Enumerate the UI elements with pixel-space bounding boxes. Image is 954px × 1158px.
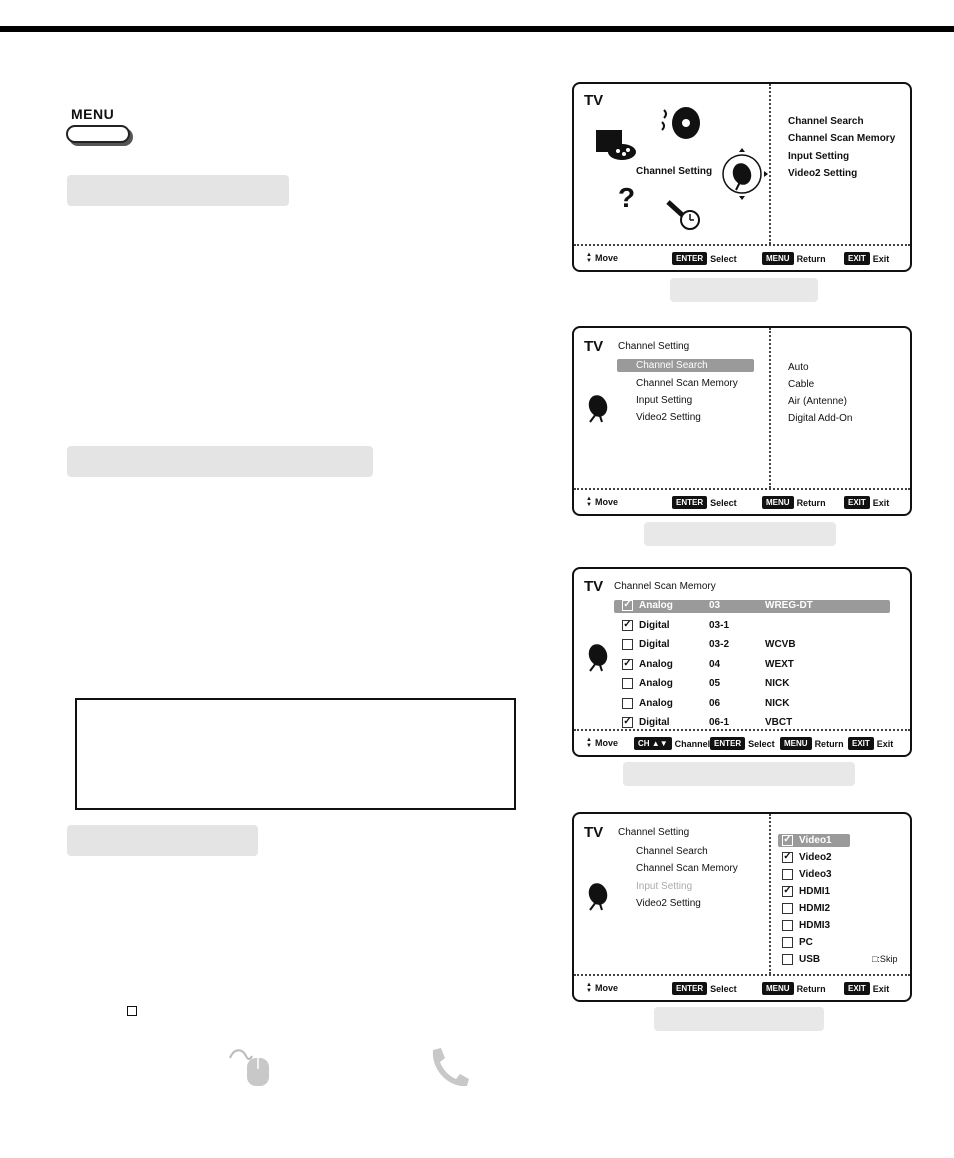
section-heading-3: [67, 825, 258, 856]
channel-row[interactable]: [622, 639, 796, 650]
channel-number: 06-1: [709, 717, 730, 728]
input-label: Video1: [799, 835, 832, 846]
menu-item[interactable]: Video2 Setting: [636, 412, 701, 423]
tv-screen-channel-setting: [572, 326, 912, 516]
input-row[interactable]: [782, 954, 820, 965]
channel-checkbox[interactable]: ✓: [623, 716, 632, 727]
tv-label: TV: [584, 824, 604, 841]
screen-caption-1: [670, 278, 818, 302]
screen-footer: ▲ ▼ Move ENTER Select MENU Return EXIT Exit: [574, 244, 910, 272]
center-label: Channel Setting: [636, 166, 713, 177]
screen-footer: ▲ ▼ Move CH ▲▼ Channel ENTER Select MENU Return EXIT Exit: [574, 729, 910, 757]
channel-name: NICK: [765, 697, 790, 709]
input-checkbox[interactable]: [782, 869, 793, 880]
satellite-dish-icon[interactable]: [714, 146, 770, 202]
channel-type: Analog: [639, 600, 673, 611]
mouse-icon: [228, 1044, 272, 1088]
menu-title: Channel Scan Memory: [614, 581, 716, 592]
channel-row[interactable]: [622, 659, 794, 670]
input-checkbox[interactable]: ✓: [783, 885, 792, 896]
menu-item[interactable]: Input Setting: [636, 395, 693, 406]
menu-key-label: MENU: [71, 106, 115, 122]
option-item[interactable]: Digital Add-On: [788, 413, 853, 424]
screen-footer: ▲ ▼ Move ENTER Select MENU Return EXIT Exit: [574, 974, 910, 1002]
tv-screen-input-setting: [572, 812, 912, 1002]
option-item[interactable]: Air (Antenne): [788, 396, 847, 407]
channel-name: NICK: [765, 678, 790, 689]
channel-name: WCVB: [765, 639, 796, 650]
channel-number: 03-1: [709, 619, 730, 631]
input-label: HDMI3: [799, 920, 831, 931]
channel-checkbox[interactable]: [622, 698, 633, 709]
channel-checkbox[interactable]: ✓: [623, 657, 632, 669]
note-box: [75, 698, 516, 810]
channel-type: Analog: [639, 658, 673, 670]
input-row[interactable]: [782, 886, 830, 897]
screen-caption-2: [644, 522, 836, 546]
wrench-clock-icon: [664, 196, 704, 232]
input-row[interactable]: [782, 903, 830, 914]
submenu-item[interactable]: Input Setting: [788, 151, 850, 162]
channel-name: WEXT: [765, 658, 794, 670]
channel-row[interactable]: [622, 600, 813, 611]
submenu-item[interactable]: Video2 Setting: [788, 168, 858, 179]
channel-type: Analog: [639, 678, 673, 689]
skip-square-icon: [127, 1006, 137, 1016]
channel-number: 04: [709, 658, 721, 670]
sound-icon: [658, 104, 702, 142]
input-checkbox[interactable]: [782, 954, 793, 965]
tv-label: TV: [584, 338, 604, 355]
satellite-dish-icon: [584, 643, 610, 673]
screen-footer: ▲ ▼ Move ENTER Select MENU Return EXIT Exit: [574, 488, 910, 516]
tv-screen-scan-memory: [572, 567, 912, 757]
option-item[interactable]: Auto: [788, 362, 809, 373]
top-rule: [0, 26, 954, 32]
channel-number: 06: [709, 697, 721, 709]
channel-row[interactable]: [622, 717, 792, 728]
input-label: HDMI1: [799, 886, 831, 897]
channel-type: Digital: [639, 639, 670, 650]
phone-icon: [427, 1046, 471, 1088]
channel-checkbox[interactable]: ✓: [623, 599, 632, 610]
input-checkbox[interactable]: [782, 937, 793, 948]
tv-label: TV: [584, 578, 604, 595]
channel-number: 03: [709, 600, 721, 611]
menu-title: Channel Setting: [618, 827, 690, 838]
channel-checkbox[interactable]: ✓: [623, 618, 632, 630]
menu-item[interactable]: Channel Scan Memory: [636, 863, 738, 874]
section-heading-2: [67, 446, 373, 477]
input-checkbox[interactable]: [782, 920, 793, 931]
input-label: PC: [799, 937, 813, 948]
channel-checkbox[interactable]: [622, 639, 633, 650]
submenu-item[interactable]: Channel Scan Memory: [788, 133, 896, 144]
menu-item-active[interactable]: Input Setting: [636, 881, 693, 892]
channel-row[interactable]: [622, 678, 789, 689]
channel-number: 03-2: [709, 639, 730, 650]
channel-name: WREG-DT: [765, 600, 813, 611]
channel-name: VBCT: [765, 717, 793, 728]
menu-item[interactable]: Channel Search: [636, 846, 708, 857]
section-heading-1: [67, 175, 289, 206]
menu-item[interactable]: Video2 Setting: [636, 898, 701, 909]
question-icon: ?: [618, 182, 636, 213]
screen-caption-4: [654, 1007, 824, 1031]
picture-icon: [594, 128, 638, 162]
tv-label: TV: [584, 92, 604, 109]
menu-title: Channel Setting: [618, 341, 690, 352]
channel-type: Analog: [639, 697, 673, 709]
menu-key-icon: [66, 106, 138, 150]
channel-row[interactable]: [622, 698, 789, 709]
satellite-dish-icon: [584, 882, 610, 912]
input-label: HDMI2: [799, 903, 831, 914]
menu-item-selected[interactable]: Channel Search: [636, 360, 708, 371]
channel-type: Digital: [639, 717, 670, 728]
input-row[interactable]: [782, 937, 813, 948]
input-checkbox[interactable]: ✓: [783, 834, 792, 845]
input-checkbox[interactable]: ✓: [783, 851, 792, 862]
channel-number: 05: [709, 678, 721, 689]
submenu-item[interactable]: Channel Search: [788, 116, 864, 127]
channel-checkbox[interactable]: [622, 678, 633, 689]
channel-row[interactable]: [622, 620, 765, 631]
input-label: Video3: [799, 869, 832, 880]
input-row[interactable]: [782, 920, 830, 931]
input-label: USB: [799, 954, 821, 965]
input-row[interactable]: [782, 869, 832, 880]
input-label: Video2: [799, 852, 832, 863]
skip-legend: □:Skip: [872, 954, 898, 964]
channel-type: Digital: [639, 619, 670, 631]
input-row[interactable]: [782, 835, 832, 846]
tv-screen-main-menu: [572, 82, 912, 272]
input-row[interactable]: [782, 852, 832, 863]
input-checkbox[interactable]: [782, 903, 793, 914]
screen-caption-3: [623, 762, 855, 786]
menu-item[interactable]: Channel Scan Memory: [636, 378, 738, 389]
satellite-dish-icon: [584, 394, 610, 424]
option-item[interactable]: Cable: [788, 379, 815, 390]
